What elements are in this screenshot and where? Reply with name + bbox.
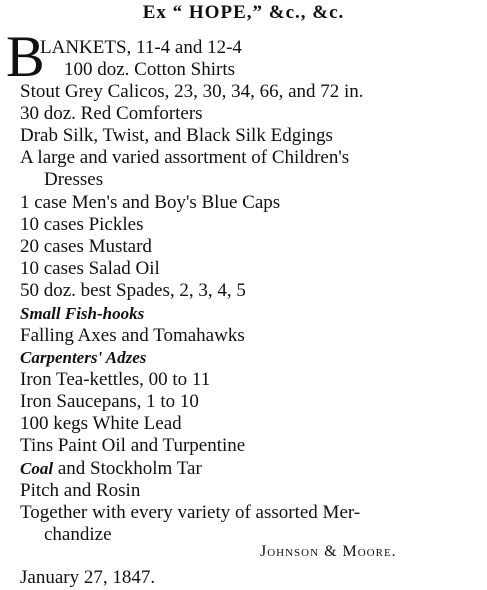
list-item: Stout Grey Calicos, 23, 30, 34, 66, and 72 in. [20, 81, 364, 102]
list-item: Iron Tea-kettles, 00 to 11 [20, 369, 211, 390]
list-item: Together with every variety of assorted Mer- [20, 502, 361, 523]
drop-cap: B [6, 24, 45, 89]
list-item: Tins Paint Oil and Turpentine [20, 435, 246, 456]
list-item-text: and Stockholm Tar [57, 458, 202, 479]
list-item: Falling Axes and Tomahawks [20, 325, 245, 346]
list-item: 100 kegs White Lead [20, 413, 182, 434]
list-item: 50 doz. best Spades, 2, 3, 4, 5 [20, 280, 246, 301]
advert-date: January 27, 1847. [20, 567, 156, 588]
list-item [20, 458, 202, 480]
list-item: Iron Saucepans, 1 to 10 [20, 391, 199, 412]
list-item: Small Fish-hooks [20, 304, 145, 323]
coal-word: Coal [20, 459, 54, 478]
list-item: 30 doz. Red Comforters [20, 103, 203, 124]
list-item: Pitch and Rosin [20, 480, 141, 501]
list-item: LANKETS, 11-4 and 12-4 [40, 37, 242, 58]
list-item: Dresses [44, 169, 104, 190]
advert-heading: Ex “ HOPE,” &c., &c. [142, 2, 345, 23]
list-item: Drab Silk, Twist, and Black Silk Edgings [20, 125, 333, 146]
list-item: 20 cases Mustard [20, 236, 152, 257]
list-item: 1 case Men's and Boy's Blue Caps [20, 192, 281, 213]
list-item: A large and varied assortment of Children's [20, 147, 350, 168]
list-item: 10 cases Pickles [20, 214, 144, 235]
list-item: Carpenters' Adzes [20, 348, 147, 367]
list-item: 100 doz. Cotton Shirts [64, 59, 236, 80]
signature: Johnson & Moore. [260, 543, 397, 560]
list-item: chandize [44, 524, 112, 545]
list-item: 10 cases Salad Oil [20, 258, 160, 279]
